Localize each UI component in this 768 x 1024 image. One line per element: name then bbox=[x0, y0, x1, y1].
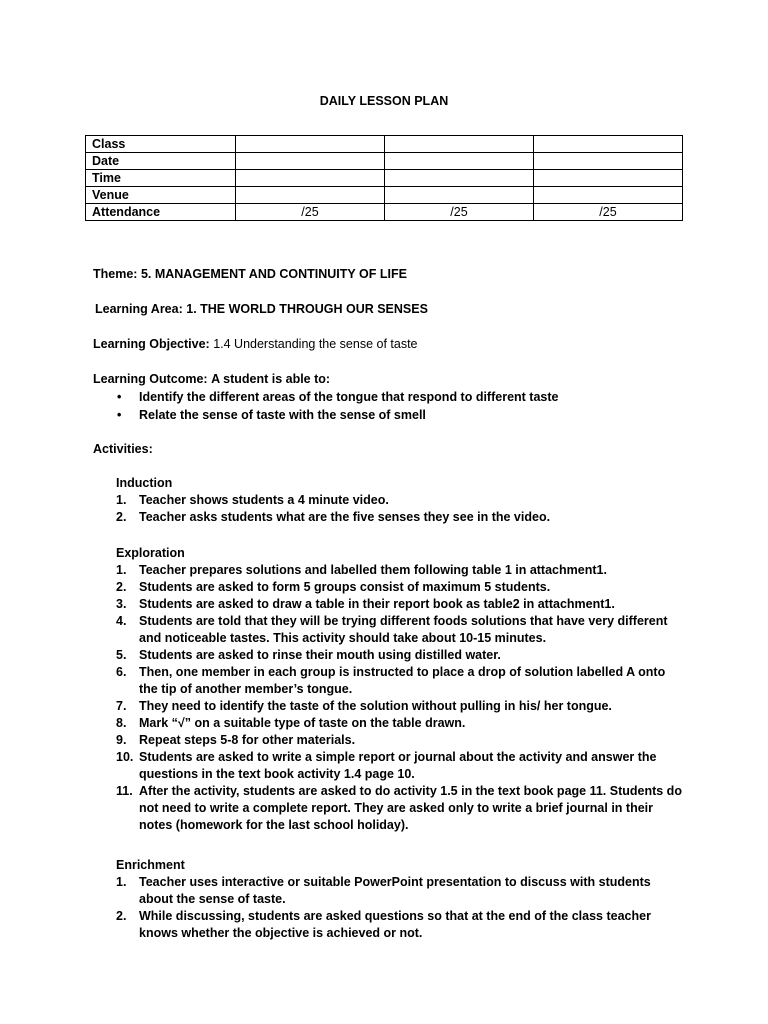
step-text: Teacher prepares solutions and labelled them following table 1 in attachment1. bbox=[139, 563, 607, 577]
list-item bbox=[116, 562, 686, 579]
step-text: Students are asked to draw a table in their report book as table2 in attachment1. bbox=[139, 597, 615, 611]
list-item bbox=[116, 492, 686, 509]
list-item bbox=[116, 698, 686, 715]
list-item bbox=[116, 647, 686, 664]
enrichment-steps bbox=[116, 874, 686, 942]
table-cell: /25 bbox=[236, 204, 385, 221]
table-cell bbox=[385, 187, 534, 204]
table-cell bbox=[236, 136, 385, 153]
step-text: Then, one member in each group is instructed to place a drop of solution labelled A onto the tip of another member’s tongue. bbox=[139, 665, 666, 696]
list-item bbox=[116, 783, 686, 834]
step-number: 1. bbox=[116, 875, 127, 889]
bullet-icon: • bbox=[117, 390, 122, 404]
table-cell: /25 bbox=[534, 204, 683, 221]
step-number: 2. bbox=[116, 909, 127, 923]
induction-heading: Induction bbox=[116, 476, 173, 490]
row-label: Venue bbox=[86, 187, 236, 204]
list-item bbox=[116, 732, 686, 749]
step-text: Repeat steps 5-8 for other materials. bbox=[139, 733, 356, 747]
list-item bbox=[116, 509, 686, 526]
table-row bbox=[86, 136, 683, 153]
learning-area-line bbox=[95, 301, 428, 318]
info-table bbox=[85, 135, 683, 221]
step-text: They need to identify the taste of the solution without pulling in his/ her tongue. bbox=[139, 699, 612, 713]
step-number: 5. bbox=[116, 648, 127, 662]
table-cell bbox=[534, 136, 683, 153]
list-item: • Relate the sense of taste with the sense of smell bbox=[117, 408, 426, 422]
table-cell bbox=[534, 187, 683, 204]
row-label: Time bbox=[86, 170, 236, 187]
induction-steps bbox=[116, 492, 686, 526]
step-text: Students are asked to form 5 groups consist of maximum 5 students. bbox=[139, 580, 551, 594]
step-text: Students are asked to rinse their mouth using distilled water. bbox=[139, 648, 501, 662]
learning-area-value: 1. THE WORLD THROUGH OUR SENSES bbox=[186, 302, 428, 316]
learning-outcome-label: Learning Outcome: bbox=[93, 372, 208, 386]
step-number: 4. bbox=[116, 614, 127, 628]
table-cell bbox=[534, 153, 683, 170]
step-number: 8. bbox=[116, 716, 127, 730]
step-text: Teacher shows students a 4 minute video. bbox=[139, 493, 389, 507]
outcome-bullet-list bbox=[93, 388, 558, 424]
enrichment-heading: Enrichment bbox=[116, 858, 185, 872]
step-number: 9. bbox=[116, 733, 127, 747]
step-number: 11. bbox=[116, 784, 133, 798]
list-item bbox=[116, 596, 686, 613]
row-label: Attendance bbox=[86, 204, 236, 221]
list-item bbox=[116, 715, 686, 732]
step-text: Teacher uses interactive or suitable PowerPoint presentation to discuss with students about the sense of taste. bbox=[139, 875, 651, 906]
step-text: Teacher asks students what are the five senses they see in the video. bbox=[139, 510, 551, 524]
table-cell bbox=[236, 170, 385, 187]
list-item bbox=[116, 874, 686, 908]
table-row bbox=[86, 187, 683, 204]
step-number: 10. bbox=[116, 750, 134, 764]
step-number: 3. bbox=[116, 597, 127, 611]
step-text: After the activity, students are asked to do activity 1.5 in the text book page 11. Students do not need to write a complete report. They are asked only to write a brief journal in their notes (homework for the last school holiday). bbox=[139, 784, 682, 832]
table-cell bbox=[385, 153, 534, 170]
table-row bbox=[86, 153, 683, 170]
step-text: Students are told that they will be trying different foods solutions that have very different and noticeable tastes. This activity should take about 10-15 minutes. bbox=[139, 614, 668, 645]
theme-value: 5. MANAGEMENT AND CONTINUITY OF LIFE bbox=[140, 267, 407, 281]
list-item: • Identify the different areas of the tongue that respond to different taste bbox=[117, 390, 559, 404]
table-cell bbox=[534, 170, 683, 187]
table-cell: /25 bbox=[385, 204, 534, 221]
list-item bbox=[116, 749, 686, 783]
step-number: 2. bbox=[116, 580, 127, 594]
page-title: DAILY LESSON PLAN bbox=[319, 94, 449, 108]
exploration-heading: Exploration bbox=[116, 546, 185, 560]
exploration-steps bbox=[116, 562, 686, 834]
row-label: Date bbox=[86, 153, 236, 170]
learning-objective-line bbox=[93, 336, 418, 353]
list-item bbox=[116, 908, 686, 942]
theme-line bbox=[93, 266, 407, 283]
learning-objective-value: 1.4 Understanding the sense of taste bbox=[213, 337, 418, 351]
list-item bbox=[116, 664, 686, 698]
learning-area-label: Learning Area: bbox=[95, 302, 183, 316]
learning-objective-label: Learning Objective: bbox=[93, 337, 210, 351]
theme-label: Theme: bbox=[93, 267, 138, 281]
table-cell bbox=[385, 136, 534, 153]
bullet-icon: • bbox=[117, 408, 122, 422]
table-cell bbox=[236, 153, 385, 170]
table-cell bbox=[236, 187, 385, 204]
step-number: 2. bbox=[116, 510, 127, 524]
list-item bbox=[116, 613, 686, 647]
activities-label: Activities: bbox=[93, 442, 153, 456]
learning-outcome-value: A student is able to: bbox=[211, 372, 331, 386]
step-number: 1. bbox=[116, 563, 127, 577]
step-number: 1. bbox=[116, 493, 127, 507]
row-label: Class bbox=[86, 136, 236, 153]
list-item bbox=[116, 579, 686, 596]
step-text: Students are asked to write a simple report or journal about the activity and answer the questions in the text book activity 1.4 page 10. bbox=[139, 750, 657, 781]
step-number: 6. bbox=[116, 665, 127, 679]
table-row bbox=[86, 204, 683, 221]
table-row bbox=[86, 170, 683, 187]
learning-outcome-line bbox=[93, 371, 330, 388]
step-text: Mark “√” on a suitable type of taste on the table drawn. bbox=[139, 716, 466, 730]
table-cell bbox=[385, 170, 534, 187]
step-number: 7. bbox=[116, 699, 127, 713]
step-text: While discussing, students are asked questions so that at the end of the class teacher knows whether the objective is achieved or not. bbox=[139, 909, 651, 940]
